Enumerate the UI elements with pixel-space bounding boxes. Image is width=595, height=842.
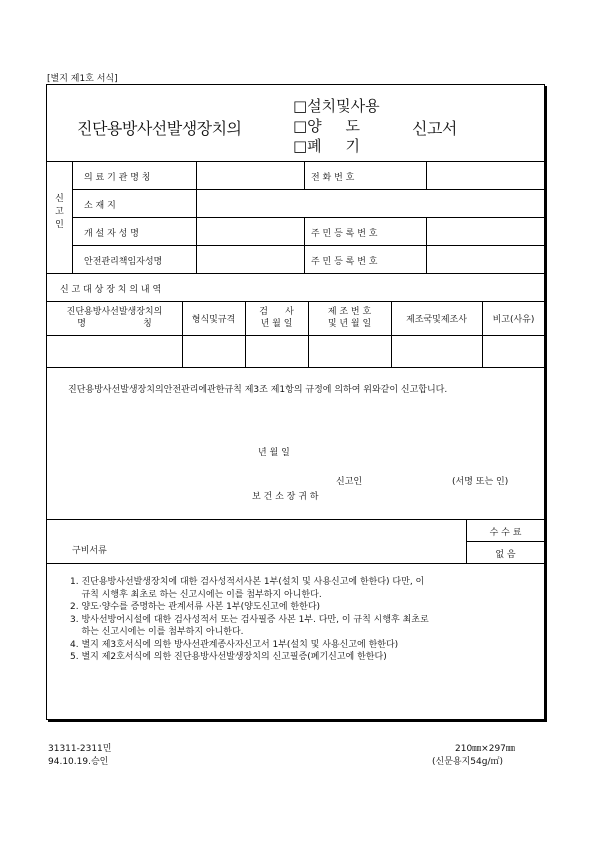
rule bbox=[304, 217, 305, 273]
documents-list bbox=[70, 576, 540, 664]
statement: 진단용방사선발생장치의안전관리에관한규칙 제3조 제1항의 규정에 의하여 위와같이 신고합니다. bbox=[68, 385, 448, 395]
date-line: 년 월 일 bbox=[258, 448, 290, 458]
rule bbox=[426, 217, 427, 273]
form-code: 31311-2311민 bbox=[48, 744, 112, 754]
phone-label: 전 화 번 호 bbox=[311, 173, 355, 183]
rule bbox=[47, 367, 545, 368]
rule bbox=[391, 301, 392, 367]
address-label: 소 재 지 bbox=[84, 201, 116, 211]
list-item: 2. 양도·양수를 증명하는 관계서류 사본 1부(양도신고에 한한다) bbox=[70, 602, 321, 612]
list-item: 5. 별지 제2호서식에 의한 진단용방사선발생장치의 신고필증(폐기신고에 한한다) bbox=[70, 652, 387, 662]
resident-number-label: 주 민 등 록 번 호 bbox=[311, 229, 378, 239]
title-option-install: □설치및사용 bbox=[293, 97, 380, 115]
column-header-remarks: 비고(사유) bbox=[492, 315, 535, 325]
documents-heading: 구비서류 bbox=[72, 546, 107, 556]
list-item: 4. 별지 제3호서식에 의한 방사선관계종사자신고서 1부(설치 및 사용신고에 한한다) bbox=[70, 639, 399, 650]
column-header-device-name: 진단용방사선발생장치의 명 칭 bbox=[66, 307, 163, 329]
rule bbox=[466, 541, 545, 542]
fee-label: 수 수 료 bbox=[489, 528, 522, 538]
column-header-model: 형식및규격 bbox=[191, 315, 236, 325]
list-item: 3. 방사선방어시설에 대한 검사성적서 또는 검사필증 사본 1부. 다만, 이 규칙 시행후 최초로 bbox=[70, 614, 429, 625]
column-header-manufacturer: 제조국및제조사 bbox=[406, 315, 467, 325]
title-option-transfer: □양 도 bbox=[293, 117, 360, 135]
rule bbox=[47, 335, 545, 336]
rule bbox=[426, 161, 427, 189]
declarant-section-label: 신 고 인 bbox=[55, 194, 64, 230]
column-header-inspection-date: 검 사 년 월 일 bbox=[259, 307, 294, 329]
approval-date: 94.10.19.승인 bbox=[48, 757, 109, 767]
list-item: 1. 진단용방사선발생장치에 대한 검사성적서사본 1부(설치 및 사용신고에 한한다) 다만, 이 bbox=[70, 577, 425, 587]
list-item: 하는 신고시에는 이를 첨부하지 아니한다. bbox=[70, 627, 244, 637]
rule bbox=[47, 563, 545, 564]
rule bbox=[72, 245, 545, 246]
rule bbox=[47, 519, 545, 520]
signature-note: (서명 또는 인) bbox=[452, 477, 509, 487]
title-main: 진단용방사선발생장치의 bbox=[77, 119, 242, 138]
form-tag: [별지 제1호 서식] bbox=[47, 74, 118, 84]
rule bbox=[47, 161, 545, 162]
fee-value: 없 음 bbox=[495, 550, 516, 560]
column-header-serial-date: 제 조 번 호 및 년 월 일 bbox=[327, 307, 372, 329]
rule bbox=[482, 301, 483, 367]
rule bbox=[196, 161, 197, 273]
device-section-heading: 신 고 대 상 장 치 의 내 역 bbox=[60, 285, 162, 295]
institution-name-label: 의 료 기 관 명 칭 bbox=[84, 173, 151, 183]
title-options bbox=[293, 96, 403, 156]
title-suffix: 신고서 bbox=[412, 119, 457, 138]
rule bbox=[304, 161, 305, 189]
rule bbox=[72, 161, 73, 273]
rule bbox=[47, 273, 545, 274]
list-item: 규칙 시행후 최초로 하는 신고시에는 이를 첨부하지 아니한다. bbox=[70, 589, 322, 600]
addressee: 보 건 소 장 귀 하 bbox=[252, 492, 319, 502]
paper-size: 210㎜×297㎜ bbox=[455, 744, 515, 754]
title-option-disposal: □폐 기 bbox=[293, 137, 360, 155]
paper-type: (신문용지54g/㎡) bbox=[432, 757, 503, 767]
rule bbox=[72, 189, 545, 190]
declarant-signature-label: 신고인 bbox=[336, 477, 363, 487]
rule bbox=[182, 301, 183, 367]
rule bbox=[72, 217, 545, 218]
founder-name-label: 개 설 자 성 명 bbox=[84, 229, 139, 239]
safety-manager-label: 안전관리책임자성명 bbox=[84, 257, 163, 267]
rule bbox=[47, 301, 545, 302]
resident-number-label: 주 민 등 록 번 호 bbox=[311, 257, 378, 267]
